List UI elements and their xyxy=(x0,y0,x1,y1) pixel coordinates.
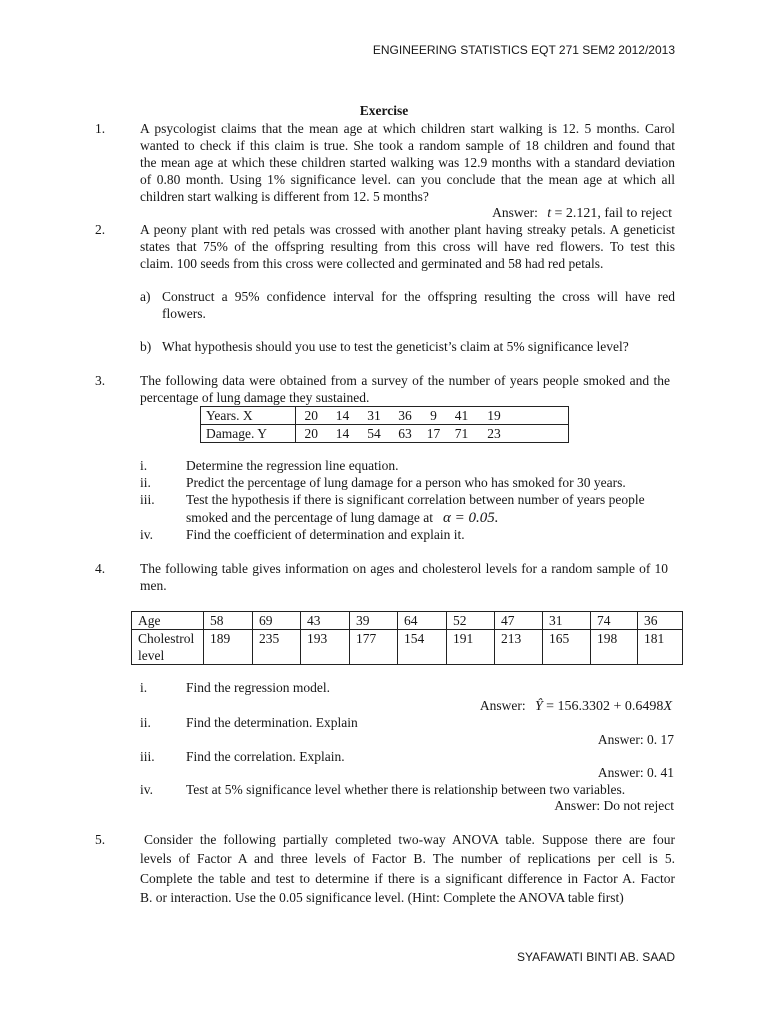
text-line: men. xyxy=(140,578,167,593)
text-line: B. or interaction. Use the 0.05 significance level. (Hint: Complete the ANOVA table first) xyxy=(140,889,624,905)
table-cell: 69 xyxy=(253,612,301,630)
table-cell: 14 xyxy=(335,426,350,441)
text-line: wanted to check if this claim is true. She took a random sample of 18 children and found that xyxy=(140,138,675,153)
table-cell: 52 xyxy=(447,612,495,630)
table-cell: 74 xyxy=(591,612,638,630)
question-number: 4. xyxy=(95,561,106,576)
age-cholesterol-table xyxy=(131,611,683,665)
text-line: flowers. xyxy=(162,306,206,321)
item-text: Determine the regression line equation. xyxy=(186,458,399,473)
question-number: 3. xyxy=(95,373,106,388)
item-answer xyxy=(554,797,674,814)
table-cell: 193 xyxy=(301,630,350,665)
question-3-text xyxy=(140,372,670,406)
question-1-answer xyxy=(492,204,672,222)
page-title: Exercise xyxy=(359,103,409,118)
question-1-text xyxy=(140,120,675,205)
item-label: iii. xyxy=(140,749,155,764)
table-filler-cell xyxy=(512,425,569,443)
item-label: i. xyxy=(140,458,148,473)
table-cell: 39 xyxy=(350,612,398,630)
item-label: ii. xyxy=(140,475,151,490)
table-cell: 47 xyxy=(495,612,543,630)
item-text-continued xyxy=(186,509,499,526)
text-line: The following table gives information on ages and cholesterol levels for a random sample of 10 xyxy=(140,561,668,576)
significance-expression: α = 0.05. xyxy=(443,510,499,526)
answer-value: 0. 17 xyxy=(647,732,674,747)
table-cell: 19 xyxy=(477,407,512,425)
row-label-cell: Years. X xyxy=(201,407,296,425)
item-answer xyxy=(598,764,674,781)
text-line: claim. 100 seeds from this cross were collected and germinated and 58 had red petals. xyxy=(140,256,604,271)
part-label: a) xyxy=(140,289,151,304)
answer-label: Answer: xyxy=(554,798,601,813)
table-filler-cell xyxy=(512,407,569,425)
item-text: smoked and the percentage of lung damage at xyxy=(186,510,434,525)
question-2b-text: What hypothesis should you use to test the geneticist’s claim at 5% significance level? xyxy=(162,339,629,354)
text-line: A peony plant with red petals was crossed with another plant having streaky petals. A geneticist xyxy=(140,222,675,237)
table-cell: 71 xyxy=(454,426,469,441)
text-line: Construct a 95% confidence interval for the offspring resulting the cross will have red xyxy=(162,289,675,304)
question-4-text xyxy=(140,560,668,594)
table-cell: 181 xyxy=(638,630,683,665)
item-text: Find the coefficient of determination and explain it. xyxy=(186,527,465,542)
table-cell: 213 xyxy=(495,630,543,665)
text-line: A psycologist claims that the mean age at which children start walking is 12. 5 months. Carol xyxy=(140,121,675,136)
table-cell: 154 xyxy=(398,630,447,665)
row-label-cell: Cholestrol level xyxy=(132,630,204,665)
table-cell: 189 xyxy=(204,630,253,665)
row-label-cell: Age xyxy=(132,612,204,630)
table-cell: 36 xyxy=(390,407,421,425)
table-cell: 20 xyxy=(296,407,327,425)
answer-label: Answer: xyxy=(597,765,644,780)
text-line: children start walking is different from 12. 5 months? xyxy=(140,189,429,204)
table-cell: 64 xyxy=(398,612,447,630)
text-line: of 0.80 month. Using 1% significance level. can you conclude that the mean age at which all xyxy=(140,172,675,187)
item-text: Test the hypothesis if there is significant correlation between number of years people xyxy=(186,492,645,507)
text-line: states that 75% of the offspring resulting from this cross will have red flowers. To test this xyxy=(140,239,675,254)
item-text: Test at 5% significance level whether there is relationship between two variables. xyxy=(186,782,626,797)
table-cell: 191 xyxy=(447,630,495,665)
text-line: levels of Factor A and three levels of Factor B. The number of replications per cell is 5. xyxy=(140,851,675,867)
text-line: Complete the table and test to determine if there is a significant difference in Factor A. Factor xyxy=(140,870,675,886)
table-cell: 41 xyxy=(447,407,477,425)
table-row xyxy=(132,630,683,665)
years-damage-table xyxy=(200,406,569,443)
table-cell: 20 xyxy=(304,426,318,441)
table-cell: 36 xyxy=(638,612,683,630)
text-line: Consider the following partially completed two-way ANOVA table. Suppose there are four xyxy=(144,832,675,847)
table-cell: 31 xyxy=(359,407,390,425)
table-cell: 165 xyxy=(543,630,591,665)
answer-label: Answer: xyxy=(597,732,644,747)
table-cell: 9 xyxy=(421,407,447,425)
question-number: 2. xyxy=(95,222,106,237)
table-cell: 17 xyxy=(426,426,441,441)
question-number: 1. xyxy=(95,121,106,136)
item-text: Find the determination. Explain xyxy=(186,715,358,730)
table-row xyxy=(201,425,569,443)
row-label-cell: Damage. Y xyxy=(201,425,296,443)
text-line: percentage of lung damage they sustained. xyxy=(140,390,370,405)
table-cell: 43 xyxy=(301,612,350,630)
table-cell: 23 xyxy=(487,426,501,441)
table-cell: 54 xyxy=(367,426,381,441)
item-text: Predict the percentage of lung damage for a person who has smoked for 30 years. xyxy=(186,475,626,490)
answer-y-hat: Ŷ xyxy=(534,699,543,714)
answer-expression: = 156.3302 + 0.6498 xyxy=(546,699,664,714)
course-header: ENGINEERING STATISTICS EQT 271 SEM2 2012/2013 xyxy=(372,43,675,57)
table-row xyxy=(201,407,569,425)
item-label: iii. xyxy=(140,492,155,507)
item-label: i. xyxy=(140,680,148,695)
answer-label: Answer: xyxy=(479,698,526,713)
table-cell: 177 xyxy=(350,630,398,665)
table-cell: 31 xyxy=(543,612,591,630)
text-line: The following data were obtained from a survey of the number of years people smoked and the xyxy=(140,373,670,388)
part-label: b) xyxy=(140,339,152,354)
answer-x-variable: X xyxy=(663,699,672,714)
question-number: 5. xyxy=(95,832,106,847)
item-text: Find the regression model. xyxy=(186,680,330,695)
text-line: the mean age at which these children started walking was 12.9 months with a standard deviation xyxy=(140,155,675,170)
item-label: iv. xyxy=(140,782,153,797)
table-row xyxy=(132,612,683,630)
answer-variable: t xyxy=(547,206,552,221)
answer-value: = 2.121, fail to reject xyxy=(554,206,672,221)
item-answer xyxy=(480,697,672,715)
answer-value: 0. 41 xyxy=(647,765,674,780)
question-2-text xyxy=(140,221,675,272)
table-cell: 198 xyxy=(591,630,638,665)
answer-value: Do not reject xyxy=(603,798,674,813)
table-cell: 58 xyxy=(204,612,253,630)
question-5-text xyxy=(140,830,675,907)
author-footer: SYAFAWATI BINTI AB. SAAD xyxy=(516,950,675,964)
item-answer xyxy=(598,731,674,748)
item-label: ii. xyxy=(140,715,151,730)
table-cell: 235 xyxy=(253,630,301,665)
question-2a-text xyxy=(162,288,675,322)
answer-label: Answer: xyxy=(492,205,538,220)
table-cell: 14 xyxy=(327,407,359,425)
table-cell: 63 xyxy=(398,426,412,441)
item-label: iv. xyxy=(140,527,153,542)
item-text: Find the correlation. Explain. xyxy=(186,749,345,764)
